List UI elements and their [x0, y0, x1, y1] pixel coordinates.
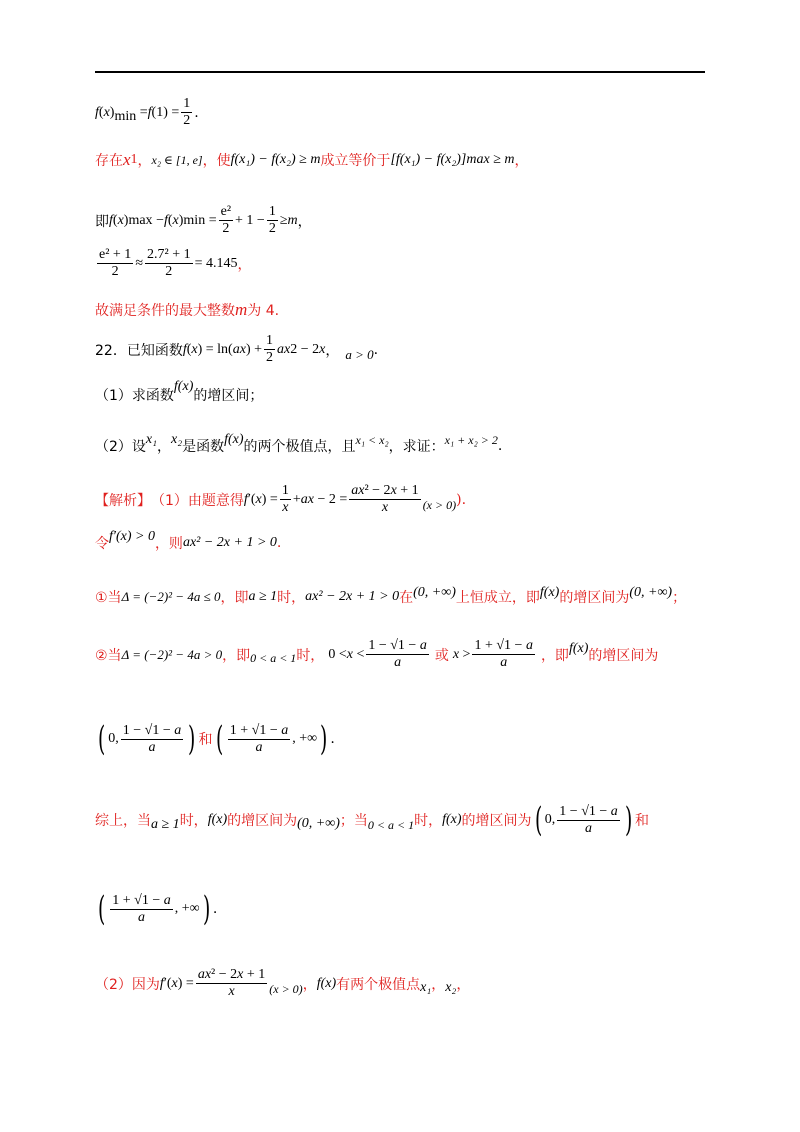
exist-mid: 成立等价于	[320, 153, 391, 169]
x1-var: x	[123, 150, 131, 169]
case2-s2: 时，	[296, 647, 325, 664]
ling-f: f′(x) > 0	[109, 529, 155, 544]
exist-lead: 存在	[95, 153, 123, 169]
ling-end: .	[276, 535, 282, 551]
line-exist	[95, 150, 529, 170]
summary-interval2: ( $\frac{1 + √1 - a}{a}$ , +∞ ) .	[97, 889, 218, 929]
ling-expr: ax² − 2x + 1 > 0	[182, 535, 277, 550]
solution-tag: 【解析】	[95, 492, 151, 509]
summary-lead: 综上，当	[95, 813, 151, 829]
summary-f2: f(x)	[442, 812, 462, 827]
ling-mid: ，则	[154, 536, 183, 552]
case1-interval: (0, +∞)	[413, 585, 456, 600]
case2-f: f(x)	[568, 640, 589, 656]
part2sol-s1: ，	[302, 976, 317, 993]
conclusion-text: 故满足条件的最大整数	[95, 303, 235, 319]
problem-22-part2	[95, 432, 503, 456]
case1-end: ；	[672, 590, 687, 606]
line-approx: $\frac{\text{e² + 1}}{2}$ ≈ $\frac{\text{2.7² + 1}}{2}$ = 4.145 ，	[99, 247, 252, 279]
exist-expr: f(x₁) − f(x₂) ≥ m	[230, 152, 321, 167]
case1-interval2: (0, +∞)	[629, 585, 673, 600]
line-fmin-tail: .	[194, 104, 199, 121]
case2-s5: 的增区间为	[588, 647, 659, 664]
case2-intervals: ( 0, $\frac{1 - √1 - a}{a}$ ) 和 ( $\frac{1 + √1 - a}{a}$ , +∞ ) .	[97, 719, 335, 759]
case-2: ②当 Δ = (−2)² − 4a > 0 ，即 0 < a < 1 时， 0 < x < $\frac{1 - √1 - a}{a}$ 或 x > $\frac{1 + √1 - a}{a}$ ，即 f(x) 的增区间为	[95, 638, 659, 670]
part2-s3: 的两个极值点，且	[243, 439, 356, 455]
case1-s4: 上恒成立，即	[455, 590, 540, 606]
ji-end: ，	[297, 213, 312, 230]
ling-lead: 令	[95, 536, 109, 552]
problem-22-cond: a > 0	[345, 346, 374, 362]
summary-c1: a ≥ 1	[151, 817, 180, 832]
case1-c: a ≥ 1	[248, 589, 278, 604]
case1-s1: ，即	[220, 590, 249, 606]
exist-end: ，	[514, 153, 529, 169]
summary-f: f(x)	[207, 812, 228, 827]
summary-s4: 时，	[414, 813, 443, 829]
x2-range: x₂ ∈ [1, e]	[151, 152, 203, 167]
case1-lead: ①当	[95, 590, 122, 606]
part1-f: f(x)	[173, 379, 194, 394]
solution-line: 【解析】 （1）由题意得 f ′( x ) = $\frac{1}{x}$ + ax − 2 = $\frac{\text{ax² − 2x + 1}}{x}$ (x > 0) ).	[95, 483, 467, 515]
problem-22-number: 22．已知函数	[95, 342, 183, 359]
solution-end: ).	[456, 491, 467, 508]
header-rule	[95, 71, 705, 73]
summary-s3: ；当	[339, 813, 368, 829]
problem-22-end: .	[373, 341, 379, 358]
summary-interval: (0, +∞)	[297, 816, 340, 831]
problem-22-comma: ，	[325, 342, 340, 359]
exist-sep: ，	[137, 153, 152, 169]
part1-text: （1）求函数	[95, 388, 174, 404]
solution-cond: (x > 0)	[422, 498, 457, 512]
case2-c: 0 < a < 1	[250, 651, 297, 665]
part2-s1: ，	[157, 439, 172, 455]
summary-s2: 的增区间为	[227, 813, 298, 829]
part2sol-lead: （2）因为	[95, 976, 160, 993]
summary-line: 综上，当 a ≥ 1 时， f(x) 的增区间为 (0, +∞) ；当 0 < a < 1 时， f(x) 的增区间为 ( 0, $\frac{1 - √1 - a}{a}$ ) 和	[95, 800, 650, 840]
case2-s4: ，即	[540, 647, 569, 664]
line-fmin: f ( x ) $_{min}$ = f (1) = $\frac{1}{2}$ .	[95, 96, 199, 128]
solution-text: （1）由题意得	[151, 492, 244, 509]
case2-lead: ②当	[95, 647, 122, 664]
case1-delta: Δ = (−2)² − 4a ≤ 0	[121, 589, 221, 604]
line-ji: 即 f ( x ) max − f ( x ) min = $\frac{\text{e²}}{2}$ + 1 − $\frac{1}{2}$ ≥ m ，	[95, 204, 312, 236]
part2-f: f(x)	[224, 432, 244, 447]
line-conclusion	[95, 300, 279, 320]
case1-expr: ax² − 2x + 1 > 0	[305, 589, 400, 604]
summary-and: 和	[635, 813, 650, 829]
case-1	[95, 587, 686, 607]
problem-22: 22．已知函数 f ( x ) = ln( ax ) + $\frac{1}{2}$ ax 2 − 2 x ， a > 0 .	[95, 333, 379, 365]
part2-s4: ，求证：	[388, 439, 445, 455]
case1-s2: 时，	[277, 590, 306, 606]
x1-sub: 1	[130, 152, 138, 167]
problem-22-part1	[95, 379, 264, 405]
part2-c1: x₁ < x₂	[355, 432, 389, 447]
case2-delta: Δ = (−2)² − 4a > 0	[121, 646, 223, 662]
part2sol-f: f(x)	[316, 975, 337, 991]
summary-s1: 时，	[179, 813, 208, 829]
part1-text2: 的增区间；	[193, 388, 264, 404]
exist-expr2: [f(x₁) − f(x₂)]max ≥ m	[390, 152, 515, 167]
summary-c2: 0 < a < 1	[367, 817, 415, 832]
conclusion-text2: 为 4.	[247, 303, 280, 319]
part2-text: （2）设	[95, 439, 146, 455]
case2-intervals-end: .	[330, 731, 335, 747]
case1-f: f(x)	[539, 585, 560, 600]
approx-end: ，	[237, 256, 252, 273]
part2-s2: 是函数	[182, 439, 225, 455]
summary-s5: 的增区间为	[461, 813, 532, 829]
exist-comma: ，使	[202, 153, 231, 169]
case1-s5: 的增区间为	[559, 590, 630, 606]
part2sol-cond: (x > 0)	[269, 982, 303, 996]
part2-x2: x₂	[171, 432, 183, 447]
ji-lead: 即	[95, 213, 109, 230]
case1-s3: 在	[399, 590, 414, 606]
part2sol-s2: 有两个极值点	[336, 976, 421, 993]
part2-solution: （2）因为 f ′( x ) = $\frac{\text{ax² − 2x + 1}}{x}$ (x > 0) ， f(x) 有两个极值点 x₁ ， x₂ ，	[95, 967, 471, 999]
part2-x1: x₁	[145, 432, 158, 447]
part2sol-s3: ，	[431, 976, 446, 993]
conclusion-m: m	[235, 300, 248, 319]
line-ling	[95, 529, 282, 553]
part2-c2: x₁ + x₂ > 2	[444, 432, 498, 447]
case2-s3: 或	[434, 647, 449, 664]
case2-s1: ，即	[222, 647, 251, 664]
case2-and: 和	[198, 732, 213, 748]
part2sol-x2: x₂	[445, 979, 457, 995]
part2-end: .	[497, 438, 503, 454]
summary-interval2-end: .	[212, 901, 218, 917]
part2sol-end: ，	[456, 976, 471, 993]
part2sol-x1: x₁	[420, 979, 432, 995]
